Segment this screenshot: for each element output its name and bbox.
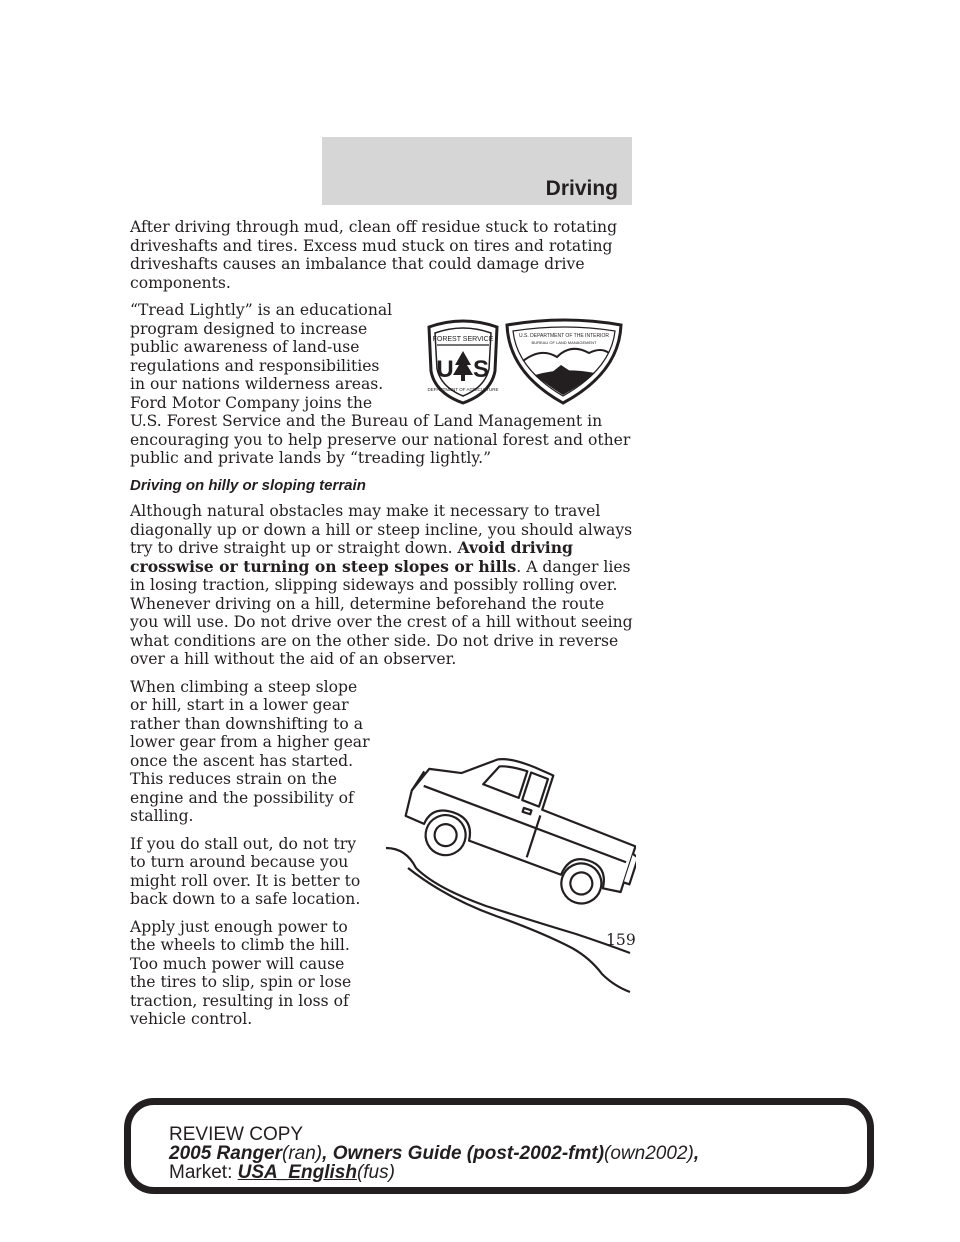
pickup-truck-climbing-icon <box>376 748 636 996</box>
section-heading: Driving on hilly or sloping terrain <box>130 476 366 494</box>
forest-service-blm-badges-illustration <box>411 313 636 405</box>
paragraph-stall-out: If you do stall out, do not try to turn around because you might roll over. It is better to back down to a safe location. <box>130 834 361 908</box>
section-title: Driving <box>545 177 618 200</box>
paragraph-hilly-terrain-part2: . A danger lies in losing traction, slipping sideways and possibly rolling over. Whenever driving on a hill, determine beforehand the route you will use. Do not drive over the crest of a hill without seeing what conditions are on the other side. Do not drive in reverse over a hill without the aid of an observer. <box>130 557 633 668</box>
paragraph-apply-power: Apply just enough power to the wheels to climb the hill. Too much power will cause the tires to slip, spin or lose traction, resulting in loss of vehicle control. <box>130 917 352 1028</box>
svg-text:S: S <box>472 356 490 383</box>
page-number: 159 <box>606 931 636 949</box>
paragraph-mud-cleaning: After driving through mud, clean off residue stuck to rotating driveshafts and tires. Excess mud stuck on tires and rotating driveshafts causes an imbalance that could damage drive components. <box>130 218 618 292</box>
truck-on-hill-illustration <box>376 748 636 996</box>
footer-market-line: Market: USA_English(fus) <box>169 1162 395 1183</box>
blm-shield-icon <box>507 320 621 403</box>
header-band <box>322 137 632 205</box>
forest-service-shield-icon <box>428 321 499 403</box>
footer-text <box>169 1125 699 1182</box>
svg-text:DEPARTMENT OF AGRICULTURE: DEPARTMENT OF AGRICULTURE <box>427 387 499 392</box>
paragraph-hilly-terrain-warning: Avoid driving crosswise or turning on steep slopes or hills <box>130 538 573 576</box>
review-copy-footer <box>124 1098 874 1194</box>
paragraph-hilly-terrain-part1: Although natural obstacles may make it necessary to travel diagonally up or down a hill or steep incline, you should always try to drive straight up or straight down. <box>130 502 633 557</box>
svg-text:BUREAU OF LAND MANAGEMENT: BUREAU OF LAND MANAGEMENT <box>531 340 597 345</box>
paragraph-tread-lightly: “Tread Lightly” is an educational program designed to increase public awareness of land-use regulations and responsibilities in our nations wilderness areas. Ford Motor Company joins the U.S. Forest Service and the Bureau of Land Management in encouraging you to help preserve our national forest and other public and private lands by “treading lightly.” <box>130 301 631 467</box>
page-content <box>130 218 636 1038</box>
paragraph-hilly-terrain <box>130 502 636 669</box>
footer-model-line: 2005 Ranger(ran), Owners Guide (post-2002-fmt)(own2002), <box>169 1143 700 1164</box>
svg-text:FOREST SERVICE: FOREST SERVICE <box>432 336 494 343</box>
agency-badges <box>411 313 636 405</box>
svg-text:U.S. DEPARTMENT OF THE INTERIO: U.S. DEPARTMENT OF THE INTERIOR <box>519 333 609 339</box>
paragraph-climbing-gear: When climbing a steep slope or hill, start in a lower gear rather than downshifting to a lower gear from a higher gear once the ascent has started. This reduces strain on the engine and the possibility of stalling. <box>130 677 370 825</box>
svg-text:U: U <box>436 356 454 383</box>
footer-review-copy: REVIEW COPY <box>169 1124 304 1145</box>
